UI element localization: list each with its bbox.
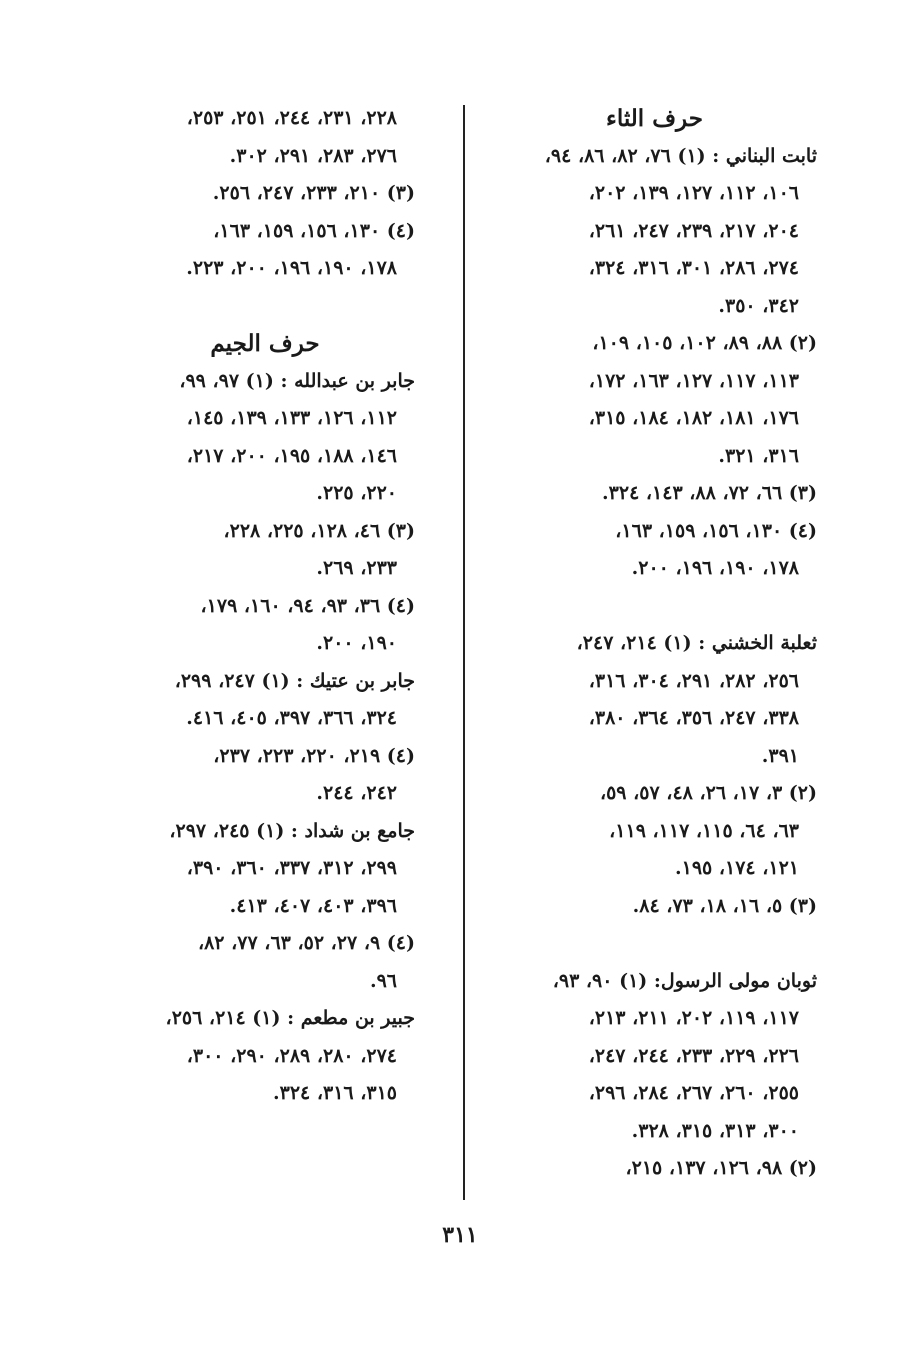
index-entry-line: (٣) ٦٦، ٧٢، ٨٨، ١٤٣، ٣٢٤. [602,482,817,504]
index-continuation-line: ١٧٨، ١٩٠، ١٩٦، ٢٠٠. [631,557,799,579]
right-column [492,100,817,1188]
index-entry-line: ثوبان مولى الرسول: (١) ٩٠، ٩٣، [552,969,817,992]
section-heading: حرف الثاء [606,105,703,132]
spacer [492,588,817,626]
index-continuation-line: ٢٥٥، ٢٦٠، ٢٦٧، ٢٨٤، ٢٩٦، [588,1082,799,1104]
index-continuation-line: ٢٩٩، ٣١٢، ٣٣٧، ٣٦٠، ٣٩٠، [186,857,397,879]
index-continuation-line: ١٧٦، ١٨١، ١٨٢، ١٨٤، ٣١٥، [588,407,799,429]
index-continuation-line: ٣٤٢، ٣٥٠. [718,294,799,317]
index-continuation-line: ٣٢٤، ٣٦٦، ٣٩٧، ٤٠٥، ٤١٦. [186,707,397,729]
index-continuation-line: ٢٤٢، ٢٤٤. [316,782,397,804]
section-heading: حرف الجيم [210,330,320,357]
index-continuation-line: ٢٧٤، ٢٨٠، ٢٨٩، ٢٩٠، ٣٠٠، [186,1044,397,1067]
index-continuation-line: ٦٣، ٦٤، ١١٥، ١١٧، ١١٩، [609,819,799,842]
index-entry-line: جابر بن عتيك : (١) ٢٤٧، ٢٩٩، [174,669,415,692]
index-entry-line: (٤) ١٣٠، ١٥٦، ١٥٩، ١٦٣، [213,219,415,242]
column-divider [463,105,465,1200]
index-continuation-line: ٣٩١. [761,744,799,767]
index-continuation-line: ٢٥٦، ٢٨٢، ٢٩١، ٣٠٤، ٣١٦، [588,669,799,692]
index-continuation-line: ٩٦. [369,969,397,992]
index-entry-line: (٤) ٩، ٢٧، ٥٢، ٦٣، ٧٧، ٨٢، [197,932,415,954]
index-entry-line: (٤) ١٣٠، ١٥٦، ١٥٩، ١٦٣، [615,519,817,542]
index-continuation-line: ١١٣، ١١٧، ١٢٧، ١٦٣، ١٧٢، [588,369,799,392]
index-continuation-line: ٢٠٤، ٢١٧، ٢٣٩، ٢٤٧، ٢٦١، [588,219,799,242]
index-entry-line: (٢) ٣، ١٧، ٢٦، ٤٨، ٥٧، ٥٩، [599,782,817,804]
index-entry-line: جامع بن شداد : (١) ٢٤٥، ٢٩٧، [169,819,415,842]
index-continuation-line: ٣٣٨، ٢٤٧، ٣٥٦، ٣٦٤، ٣٨٠، [588,707,799,729]
index-entry-line: ثعلبة الخشني : (١) ٢١٤، ٢٤٧، [576,632,817,654]
index-continuation-line: ١١٧، ١١٩، ٢٠٢، ٢١١، ٢١٣، [588,1007,799,1029]
index-entry-line: (٢) ٩٨، ١٢٦، ١٣٧، ٢١٥، [625,1157,817,1179]
index-continuation-line: ١٠٦، ١١٢، ١٢٧، ١٣٩، ٢٠٢، [588,182,799,204]
spacer [492,925,817,963]
index-continuation-line: ٢٢٦، ٢٢٩، ٢٣٣، ٢٤٤، ٢٤٧، [588,1044,799,1067]
index-continuation-line: ٢٢٨، ٢٣١، ٢٤٤، ٢٥١، ٢٥٣، [186,107,397,129]
index-entry-line: ثابت البناني : (١) ٧٦، ٨٢، ٨٦، ٩٤، [544,144,817,167]
index-continuation-line: ٣١٦، ٣٢١. [718,444,799,467]
page-number: ٣١١ [442,1222,478,1248]
index-continuation-line: ١٤٦، ١٨٨، ١٩٥، ٢٠٠، ٢١٧، [186,444,397,467]
index-entry-line: (٣) ٥، ١٦، ١٨، ٧٣، ٨٤. [632,894,817,917]
index-entry-line: (٤) ٣٦، ٩٣، ٩٤، ١٦٠، ١٧٩، [200,594,415,617]
index-entry-line: (٤) ٢١٩، ٢٢٠، ٢٢٣، ٢٣٧، [213,744,415,767]
index-continuation-line: ١١٢، ١٢٦، ١٣٣، ١٣٩، ١٤٥، [186,407,397,429]
index-continuation-line: ٣٠٠، ٣١٣، ٣١٥، ٣٢٨. [631,1119,799,1142]
index-continuation-line: ٢٧٦، ٢٨٣، ٢٩١، ٣٠٢. [229,144,397,167]
index-continuation-line: ٢٣٣، ٢٦٩. [316,557,397,579]
index-entry-line: جابر بن عبدالله : (١) ٩٧، ٩٩، [179,369,415,392]
left-column [115,100,415,1113]
index-continuation-line: ٢٧٤، ٢٨٦، ٣٠١، ٣١٦، ٣٢٤، [588,257,799,279]
index-entry-line: (٢) ٨٨، ٨٩، ١٠٢، ١٠٥، ١٠٩، [592,332,817,354]
index-continuation-line: ٣٩٦، ٤٠٣، ٤٠٧، ٤١٣. [229,894,397,917]
index-entry-line: جبير بن مطعم : (١) ٢١٤، ٢٥٦، [165,1007,415,1029]
index-continuation-line: ١٩٠، ٢٠٠. [316,632,397,654]
index-entry-line: (٣) ٤٦، ١٢٨، ٢٢٥، ٢٢٨، [223,519,415,542]
index-continuation-line: ٢٢٠، ٢٢٥. [316,482,397,504]
index-entry-line: (٣) ٢١٠، ٢٣٣، ٢٤٧، ٢٥٦. [212,182,415,204]
spacer [115,288,415,326]
index-continuation-line: ١٢١، ١٧٤، ١٩٥. [675,857,799,879]
index-continuation-line: ٣١٥، ٣١٦، ٣٢٤. [273,1082,397,1104]
index-continuation-line: ١٧٨، ١٩٠، ١٩٦، ٢٠٠، ٢٢٣. [186,257,397,279]
